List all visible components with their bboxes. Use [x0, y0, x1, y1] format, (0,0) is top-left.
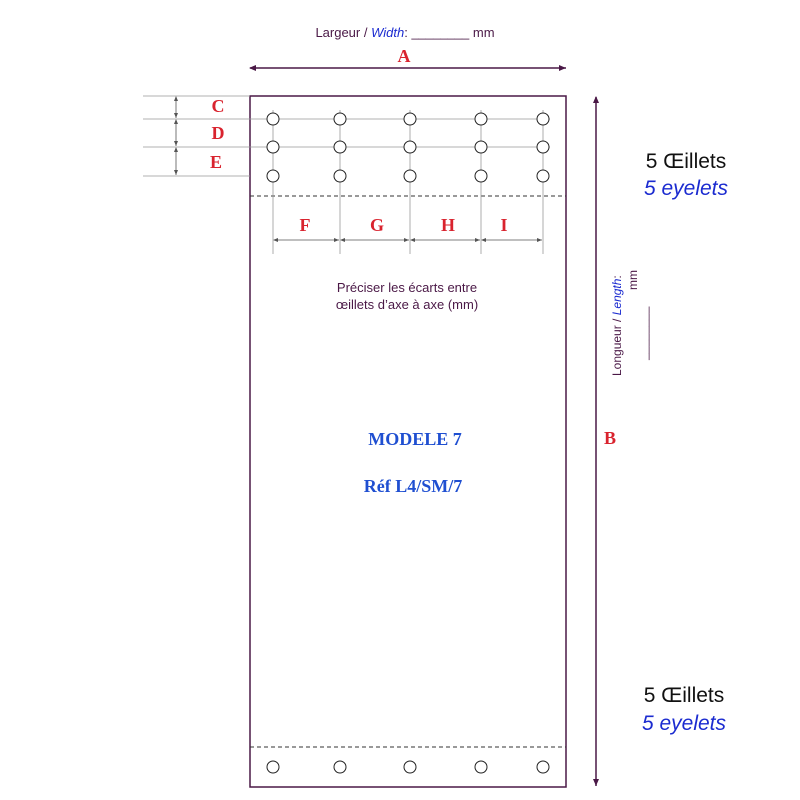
eyelet	[475, 141, 487, 153]
eyelet	[404, 761, 416, 773]
eyelet	[334, 170, 346, 182]
dimension-letter-b: B	[603, 428, 617, 448]
spacing-note-line-1: Préciser les écarts entre	[336, 280, 478, 295]
eyelet	[267, 113, 279, 125]
eyelet	[404, 170, 416, 182]
dimension-letter-f: F	[299, 215, 311, 235]
row-guides	[143, 96, 550, 176]
eyelet	[334, 113, 346, 125]
dimension-letter-g: G	[369, 215, 385, 235]
eyelet	[404, 141, 416, 153]
svg-text:mm: mm	[626, 270, 640, 290]
top-eyelets-fr: 5 Œillets	[645, 150, 727, 173]
dimension-letter-h: H	[440, 215, 456, 235]
eyelet	[267, 761, 279, 773]
eyelet	[475, 113, 487, 125]
eyelet	[475, 761, 487, 773]
svg-text:________: ________	[636, 306, 650, 360]
eyelet	[537, 141, 549, 153]
length-label	[610, 275, 624, 376]
top-eyelets-en: 5 eyelets	[643, 177, 729, 200]
length-blank	[636, 306, 650, 361]
eyelet	[267, 141, 279, 153]
top-eyelets	[267, 113, 549, 182]
eyelet	[537, 113, 549, 125]
eyelet	[537, 170, 549, 182]
dimension-letter-d: D	[211, 123, 225, 143]
width-label: Largeur / Width: ________ mm	[315, 25, 495, 40]
eyelet	[267, 170, 279, 182]
bottom-eyelets	[267, 761, 549, 773]
eyelet	[475, 170, 487, 182]
spacing-note-line-2: œillets d’axe à axe (mm)	[335, 297, 479, 312]
model-reference: Réf L4/SM/7	[363, 476, 463, 496]
dimension-letter-i: I	[500, 215, 508, 235]
dimension-letter-c: C	[211, 96, 225, 116]
bottom-eyelets-fr: 5 Œillets	[643, 684, 725, 707]
eyelet	[537, 761, 549, 773]
dimension-letter-e: E	[209, 152, 223, 172]
bottom-eyelets-en: 5 eyelets	[641, 712, 727, 735]
dimension-letter-a: A	[397, 46, 411, 66]
eyelet	[404, 113, 416, 125]
eyelet	[334, 141, 346, 153]
model-name: MODELE 7	[368, 429, 462, 449]
svg-text:Longueur / Length:: Longueur / Length:	[610, 275, 624, 376]
length-unit	[626, 270, 640, 290]
eyelet	[334, 761, 346, 773]
